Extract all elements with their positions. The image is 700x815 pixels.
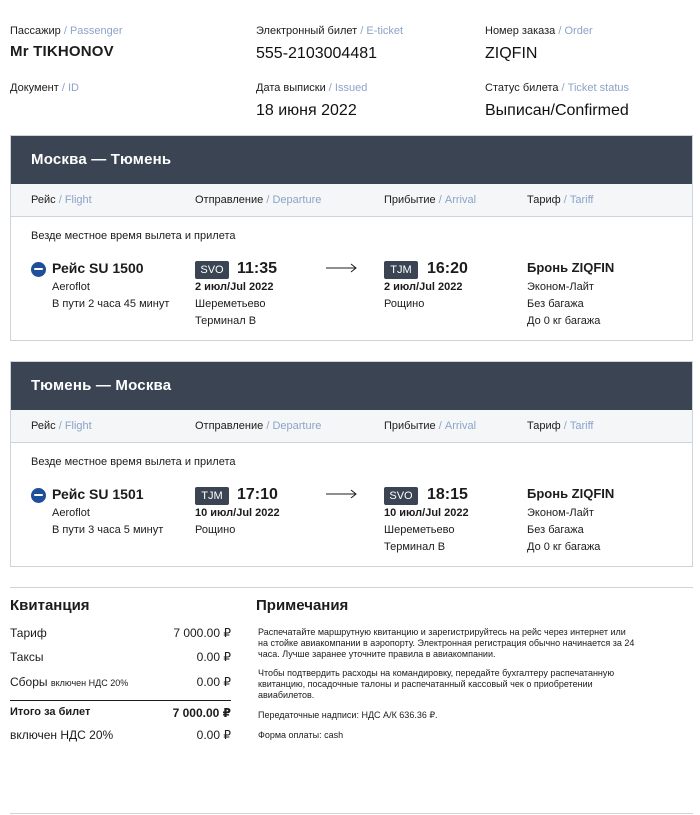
status-label: Статус билета — [485, 82, 559, 94]
issued-block: Дата выписки / Issued 18 июня 2022 — [256, 82, 368, 119]
departure-time: 11:35 — [237, 260, 278, 277]
notes-paragraph-expenses: Чтобы подтвердить расходы на командировку, передайте бухгалтеру распечатанную квитанцию, посадочные талоны и распечатанный кассовый чек о приобретении авиабилетов. — [258, 668, 615, 700]
airline-name: Aeroflot — [52, 507, 90, 519]
departure-code-badge: SVO — [195, 261, 229, 279]
receipt-taxes-row: Таксы 0.00 ₽ — [10, 650, 231, 664]
passenger-name: Mr TIKHONOV — [10, 43, 114, 60]
flight-number: Рейс SU 1501 — [52, 486, 144, 502]
local-time-note: Везде местное время вылета и прилета — [31, 456, 236, 468]
segment-body — [11, 217, 692, 340]
order-label: Номер заказа — [485, 25, 556, 37]
col-flight: Рейс / Flight — [31, 420, 92, 432]
issued-date: 18 июня 2022 — [256, 102, 357, 119]
departure-airport: Шереметьево — [195, 298, 266, 310]
taxes-amount: 0.00 ₽ — [196, 650, 231, 664]
segment-route: Тюмень — Москва — [11, 362, 692, 410]
col-tariff: Тариф / Tariff — [527, 420, 594, 432]
vat-amount: 0.00 ₽ — [196, 728, 231, 742]
order-number: ZIQFIN — [485, 45, 538, 62]
fare-class: Эконом-Лайт — [527, 281, 594, 293]
document-label: Документ — [10, 82, 59, 94]
baggage-limit: До 0 кг багажа — [527, 541, 601, 553]
baggage-info: Без багажа — [527, 298, 584, 310]
flight-duration: В пути 2 часа 45 минут — [52, 298, 170, 310]
airline-name: Aeroflot — [52, 281, 90, 293]
col-departure: Отправление / Departure — [195, 194, 322, 206]
passenger-block: Пассажир / Passenger Mr TIKHONOV — [10, 25, 123, 60]
segment-body — [11, 443, 692, 566]
baggage-limit: До 0 кг багажа — [527, 315, 601, 327]
bottom-divider — [10, 813, 693, 814]
arrow-right-icon — [326, 263, 358, 273]
receipt-tariff-row: Тариф 7 000.00 ₽ — [10, 626, 231, 640]
segment-route: Москва — Тюмень — [11, 136, 692, 184]
fees-amount: 0.00 ₽ — [196, 675, 231, 689]
notes-paragraph-payment: Форма оплаты: cash — [258, 730, 344, 740]
departure-code-badge: TJM — [195, 487, 229, 505]
document-block: Документ / ID — [10, 82, 79, 94]
eticket-label: Электронный билет — [256, 25, 358, 37]
col-arrival: Прибытие / Arrival — [384, 420, 477, 432]
order-block: Номер заказа / Order ZIQFIN — [485, 25, 593, 62]
eticket-number: 555-2103004481 — [256, 45, 378, 62]
arrival-time: 18:15 — [427, 486, 468, 503]
flight-duration: В пути 3 часа 5 минут — [52, 524, 164, 536]
col-departure: Отправление / Departure — [195, 420, 322, 432]
issued-label: Дата выписки — [256, 82, 326, 94]
fare-class: Эконом-Лайт — [527, 507, 594, 519]
arrival-date: 10 июл/Jul 2022 — [384, 507, 469, 519]
arrival-time: 16:20 — [427, 260, 468, 277]
arrival-code-badge: SVO — [384, 487, 418, 505]
tariff-amount: 7 000.00 ₽ — [173, 626, 231, 640]
local-time-note: Везде местное время вылета и прилета — [31, 230, 236, 242]
aeroflot-logo-icon — [31, 488, 46, 503]
col-arrival: Прибытие / Arrival — [384, 194, 477, 206]
segment-columns — [11, 410, 692, 443]
col-flight: Рейс / Flight — [31, 194, 92, 206]
flight-number: Рейс SU 1500 — [52, 260, 144, 276]
flight-segment-2 — [10, 361, 693, 567]
receipt-title: Квитанция — [10, 597, 90, 614]
receipt-total-row: Итого за билет 7 000.00 ₽ — [10, 706, 231, 720]
segment-columns — [11, 184, 692, 217]
departure-airport: Рощино — [195, 524, 236, 536]
ticket-status: Выписан/Confirmed — [485, 102, 629, 119]
departure-date: 2 июл/Jul 2022 — [195, 281, 274, 293]
booking-code: Бронь ZIQFIN — [527, 486, 615, 501]
aeroflot-logo-icon — [31, 262, 46, 277]
passenger-label: Пассажир — [10, 25, 61, 37]
flight-segment-1 — [10, 135, 693, 341]
notes-title: Примечания — [256, 597, 349, 614]
departure-date: 10 июл/Jul 2022 — [195, 507, 280, 519]
notes-paragraph-endorsement: Передаточные надписи: НДС А/К 636.36 ₽. — [258, 710, 438, 720]
arrival-terminal: Терминал B — [384, 541, 446, 553]
eticket-block: Электронный билет / E-ticket 555-2103004481 — [256, 25, 404, 62]
arrow-right-icon — [326, 489, 358, 499]
receipt-vat-row: включен НДС 20% 0.00 ₽ — [10, 728, 231, 742]
booking-code: Бронь ZIQFIN — [527, 260, 615, 275]
receipt-fees-row: Сборы включен НДС 20% 0.00 ₽ — [10, 675, 231, 689]
arrival-code-badge: TJM — [384, 261, 418, 279]
notes-paragraph-checkin: Распечатайте маршрутную квитанцию и зарегистрируйтесь на рейс через интернет или на стойке авиакомпании в аэропорту. Электронная регистрация обычно начинается за 24 часа. Лучше заранее уточните правила в авиакомпании. — [258, 627, 635, 659]
arrival-airport: Рощино — [384, 298, 425, 310]
total-amount: 7 000.00 ₽ — [172, 706, 231, 720]
baggage-info: Без багажа — [527, 524, 584, 536]
arrival-airport: Шереметьево — [384, 524, 455, 536]
departure-time: 17:10 — [237, 486, 278, 503]
arrival-date: 2 июл/Jul 2022 — [384, 281, 463, 293]
receipt-total-divider — [10, 700, 231, 701]
col-tariff: Тариф / Tariff — [527, 194, 594, 206]
status-block: Статус билета / Ticket status Выписан/Confirmed — [485, 82, 630, 119]
departure-terminal: Терминал B — [195, 315, 257, 327]
section-divider — [10, 587, 693, 588]
